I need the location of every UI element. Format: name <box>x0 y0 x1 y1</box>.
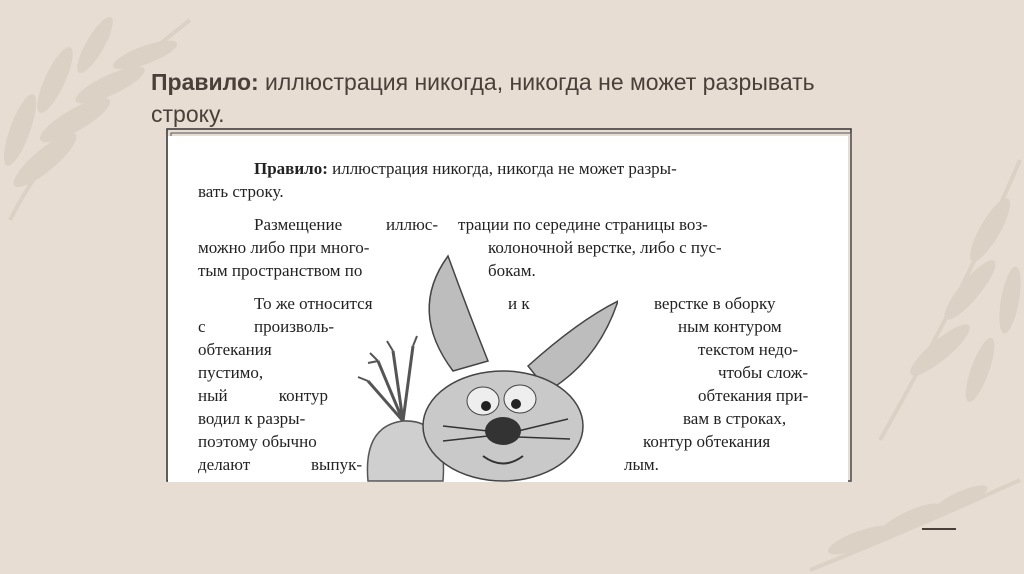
text-line: верстке в оборку <box>654 294 776 313</box>
text-line: пустимо, <box>198 363 264 382</box>
text-line: текстом недо- <box>698 340 798 359</box>
fern-leaf-icon <box>800 470 1024 574</box>
text-line: лым. <box>624 455 659 474</box>
text-line: водил к разры- <box>198 409 306 428</box>
text-line: вать строку. <box>198 182 284 201</box>
scanned-book-page <box>168 136 848 482</box>
text-line: делают выпук- <box>198 455 362 474</box>
text-line: Правило: иллюстрация никогда, никогда не может разры- <box>254 159 677 178</box>
footer-line <box>922 528 956 530</box>
text-line: ным контуром <box>678 317 782 336</box>
text-line: с произволь- <box>198 317 334 336</box>
rabbit-with-carrot-icon <box>348 251 618 482</box>
text-line: колоночной верстке, либо с пус- <box>488 238 722 257</box>
text-line: трации по середине страницы воз- <box>458 215 708 234</box>
fern-leaf-icon <box>860 150 1024 450</box>
slide-title <box>151 66 851 130</box>
text-line: поэтому обычно <box>198 432 317 451</box>
text-line: ный контур <box>198 386 328 405</box>
text-line: контур обтекания <box>643 432 771 451</box>
text-line: То же относится <box>254 294 373 313</box>
slide-title-rest: иллюстрация никогда, никогда не может разрывать строку. <box>151 69 815 127</box>
text-line: чтобы слож- <box>718 363 809 382</box>
text-line: обтекания <box>198 340 272 359</box>
text-line: обтекания при- <box>698 386 809 405</box>
text-line: бокам. <box>488 261 536 280</box>
text-line: можно либо при много- <box>198 238 370 257</box>
text-line: вам в строках, <box>683 409 787 428</box>
text-line: и к <box>508 294 530 313</box>
slide-title-bold: Правило: <box>151 69 259 95</box>
text-line: Размещение иллюс- <box>254 215 438 234</box>
text-line: тым пространством по <box>198 261 363 280</box>
